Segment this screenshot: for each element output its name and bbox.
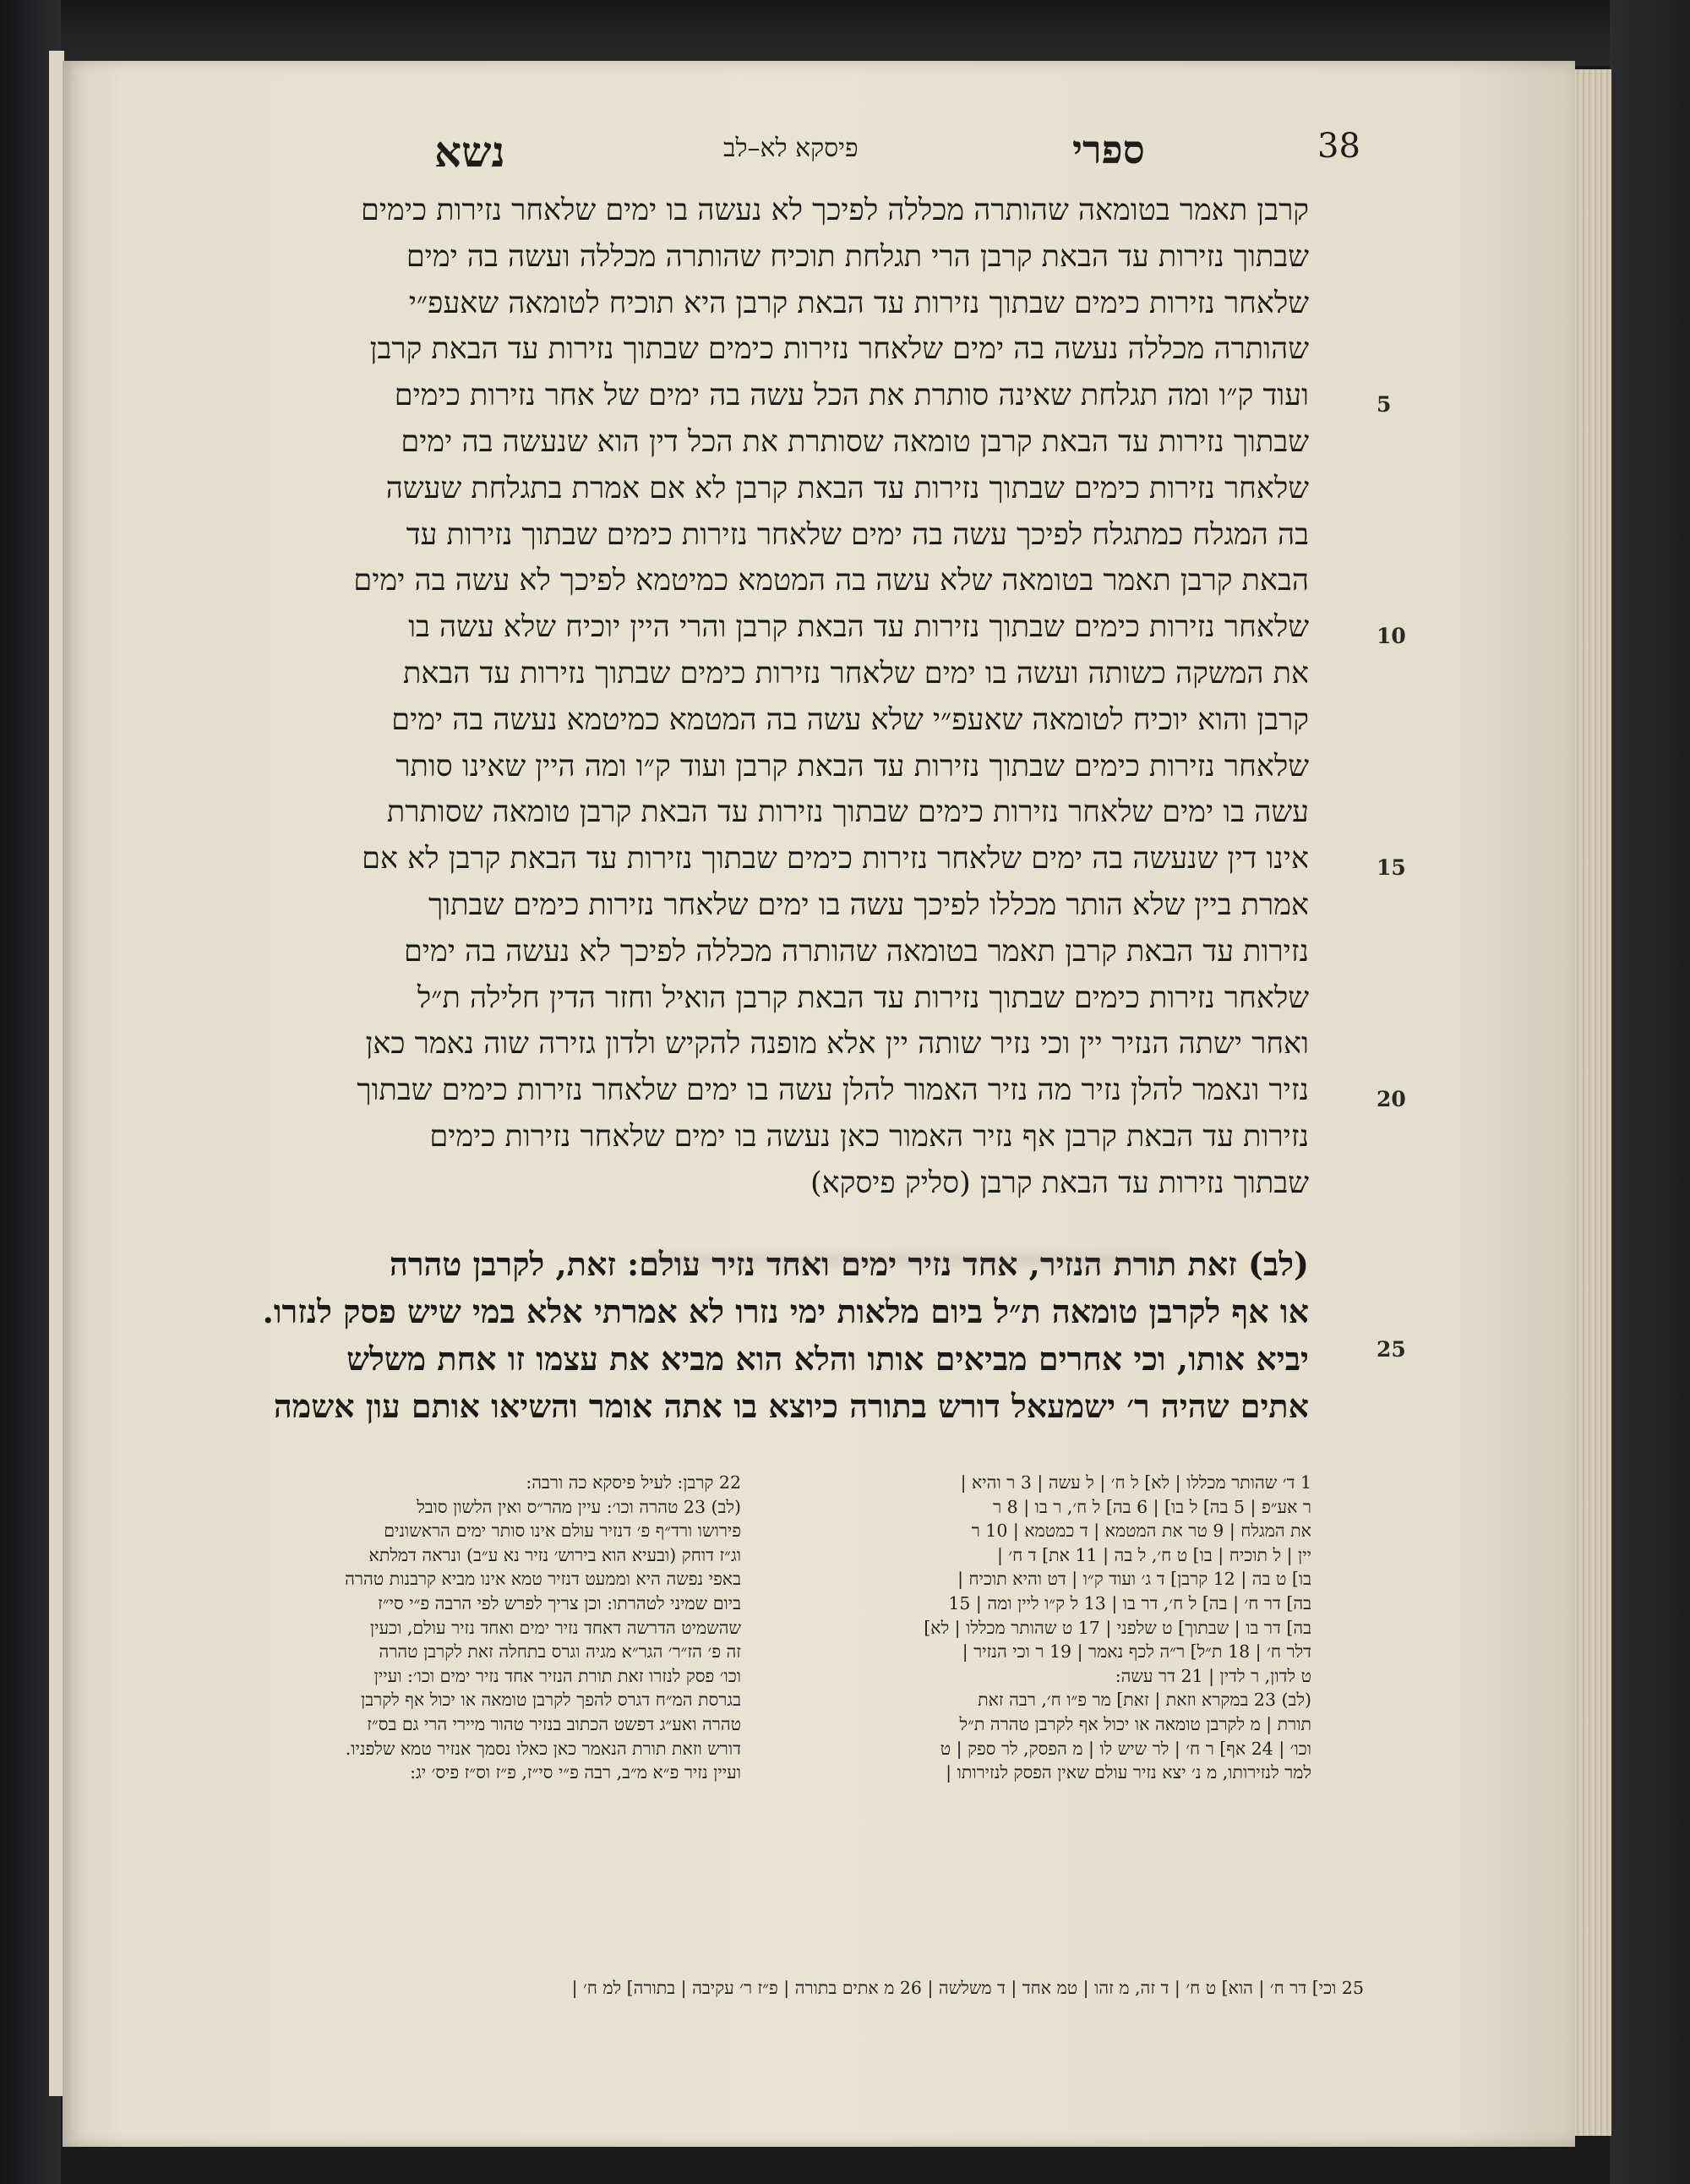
text-line: אינו דין שנעשה בה ימים שלאחר נזירות כימים שבתוך נזירות עד הבאת קרבן לא אם [362,842,1309,876]
note-line: ועיין נזיר פ״א מ״ב, רבה פ״י סי״ז, פ״ז וס״ז פיס׳ יג: [410,1762,741,1783]
text-line: שבתוך נזירות עד הבאת קרבן (סליק פיסקא) [810,1166,1309,1200]
book-title: ספרי [1072,127,1145,172]
apparatus-final-line: 25 וכי] דר ח׳ | הוא] ט ח׳ | ד זה, מ זהו | טמ אחד | ד משלשה | 26 מ אתים בתורה | פ״ז ר׳ עקיבה | בתורה] למ ח׳ | [571,1978,1364,1998]
note-line: 1 ד׳ שהותר מכללו | לא] ל ח׳ | ל עשה | 3 ר והיא | [960,1472,1311,1493]
text-line: (לב) זאת תורת הנזיר, אחד נזיר ימים ואחד נזיר עולם: זאת, לקרבן טהרה [389,1244,1309,1283]
text-line: או אף לקרבן טומאה ת״ל ביום מלאות ימי נזרו לא אמרתי אלא במי שיש פסק לנזרו. [262,1291,1309,1330]
line-number: 10 [1377,624,1406,648]
note-line: בה] דר ח׳ | בה] ל ח׳, דר בו | 13 ל ק״ו ליין ומה | 15 [948,1592,1311,1613]
note-line: שהשמיט הדרשה דאחד נזיר ימים ואחד נזיר עולם, וכעין [369,1617,741,1638]
note-line: בו] ט בה | 12 קרבן] ד ג׳ ועוד ק״ו | דט והיא תוכיח | [957,1569,1311,1590]
text-line: עשה בו ימים שלאחר נזירות כימים שבתוך נזירות עד הבאת קרבן טומאה שסותרת [386,795,1309,830]
note-line: בגרסת המ״ח דגרס להפך לקרבן טומאה או יכול אף לקרבן [361,1690,741,1711]
note-line: למר לנזירותו, מ נ׳ יצא נזיר עולם שאין הפסק לנזירותו | [946,1762,1311,1783]
text-line: שבתוך נזירות עד הבאת קרבן טומאה שסותרת את הכל דין הוא שנעשה בה ימים [401,424,1309,459]
note-line: וכו׳ פסק לנזרו זאת תורת הנזיר אחד נזיר ימים וכו׳: ועיין [373,1665,741,1686]
text-line: את המשקה כשותה ועשה בו ימים שלאחר נזירות כימים שבתוך נזירות עד הבאת [403,656,1309,691]
text-line: נזיר ונאמר להלן נזיר מה נזיר האמור להלן עשה בו ימים שלאחר נזירות כימים שבתוך [357,1073,1309,1108]
text-line: שלאחר נזירות כימים שבתוך נזירות עד הבאת קרבן היא תוכיח לטומאה שאעפ״י [408,286,1309,320]
running-header [63,61,1575,179]
text-line: שלאחר נזירות כימים שבתוך נזירות עד הבאת קרבן הואיל וחזר הדין חלילה ת״ל [417,980,1309,1015]
text-line: קרבן תאמר בטומאה שהותרה מכללה לפיכך לא נעשה בו ימים שלאחר נזירות כימים [361,194,1309,227]
note-line: דלר ח׳ | 18 ת״ל] ר״ה לכף נאמר | 19 ר וכי הנזיר | [962,1641,1311,1663]
section-label: פיסקא לא–לב [723,134,859,163]
text-line: שלאחר נזירות כימים שבתוך נזירות עד הבאת קרבן ועוד ק״ו ומה היין שאינו סותר [395,749,1309,784]
note-line: ביום שמיני לטהרתו: וכן צריך לפרש לפי הרבה פ״י סי״ז [378,1592,741,1613]
text-line: נזירות עד הבאת קרבן אף נזיר האמור כאן נעשה בו ימים שלאחר נזירות כימים [429,1119,1309,1154]
note-line: וג״ז דוחק (ובעיא הוא בירוש׳ נזיר נא ע״ב) ונראה דמלתא [368,1544,741,1565]
commentary-notes [255,1471,741,1785]
note-line: (לב) 23 במקרא וזאת | זאת] מר פ״ו ח׳, רבה זאת [978,1690,1311,1711]
note-line: ט לדון, ר לדין | 21 דר עשה: [1115,1665,1311,1686]
text-line: שלאחר נזירות כימים שבתוך נזירות עד הבאת קרבן והרי היין יוכיח שלא עשה בו [408,610,1309,645]
book-page [63,61,1575,2147]
note-line: את המגלח | 9 טר את המטמא | ד כמטמא | 10 ר [971,1521,1311,1542]
portion-title: נשא [434,127,505,177]
text-line: הבאת קרבן תאמר בטומאה שלא עשה בה המטמא כמיטמא לפיכך לא עשה בה ימים [353,564,1309,598]
note-line: תורת | מ לקרבן טומאה או יכול אף לקרבן טהרה ת״ל [959,1713,1311,1734]
note-line: 22 קרבן: לעיל פיסקא כה ורבה: [526,1472,741,1493]
main-text [257,188,1309,1430]
variant-readings-apparatus [872,1471,1311,1785]
line-number: 5 [1377,392,1392,417]
text-line: אתים שהיה ר׳ ישמעאל דורש בתורה כיוצא בו אתה אומר והשיאו אותם עון אשמה [273,1386,1309,1425]
note-line: באפי נפשה היא וממעט דנזיר טמא אינו מביא קרבנות טהרה [345,1569,741,1590]
text-line: קרבן והוא יוכיח לטומאה שאעפ״י שלא עשה בה המטמא כמיטמא נעשה בה ימים [391,702,1309,737]
bleed-through-shadow [646,1253,1169,1266]
note-line: וכו׳ | 24 אף] ר ח׳ | לר שיש לו | מ הפסק, לר ספק | ט [940,1738,1311,1759]
text-line: שבתוך נזירות עד הבאת קרבן הרי תגלחת תוכיח שהותרה מכללה ועשה בה ימים [406,239,1309,274]
text-line: יביא אותו, וכי אחרים מביאים אותו והלא הוא מביא את עצמו זו אחת משלש [346,1339,1309,1378]
text-line: בה המגלח כמתגלח לפיכך עשה בה ימים שלאחר נזירות כימים שבתוך נזירות עד [406,517,1309,552]
note-line: פירושו ורד״ף פ׳ דנזיר עולם אינו סותר ימים הראשונים [384,1521,741,1542]
line-number: 25 [1377,1337,1406,1362]
line-number: 15 [1377,855,1406,880]
note-line: יין | ל תוכיח | בו] ט ח׳, ל בה | 11 את] ד ח׳ | [997,1544,1311,1565]
text-line: נזירות עד הבאת קרבן תאמר בטומאה שהותרה מכללה לפיכך לא נעשה בה ימים [403,934,1309,969]
text-line: שלאחר נזירות כימים שבתוך נזירות עד הבאת קרבן לא אם אמרת בתגלחת שעשה [385,471,1309,505]
book-cover-right [1610,0,1690,2184]
text-line: אמרת ביין שלא הותר מכללו לפיכך עשה בו ימים שלאחר נזירות כימים שבתוך [428,887,1309,922]
text-line: שהותרה מכללה נעשה בה ימים שלאחר נזירות כימים שבתוך נזירות עד הבאת קרבן [369,332,1309,367]
line-number: 20 [1377,1087,1406,1111]
text-line: ועוד ק״ו ומה תגלחת שאינה סותרת את הכל עשה בה ימים של אחר נזירות כימים [394,379,1309,413]
note-line: זה פ׳ הז״ר׳ הגר״א מגיה וגרס בתחלה זאת לקרבן טהרה [379,1641,741,1663]
note-line: ר אע״פ | 5 בה] ל בו] | 6 בה] ל ח׳, ר בו | 8 ר [993,1496,1311,1517]
note-line: טהרה ואע״ג דפשט הכתוב בנזיר טהור מיירי הרי גם בס״ז [367,1713,741,1734]
note-line: בה] דר בו | שבתוך] ט שלפני | 17 ט שהותר מכללו | לא] [924,1617,1311,1638]
note-line: (לב) 23 טהרה וכו׳: עיין מהר״ס ואין הלשון סובל [417,1496,741,1517]
note-line: דורש וזאת תורת הנאמר כאן כאלו נסמך אנזיר טמא שלפניו. [345,1738,741,1759]
book-cover-top [0,0,1690,66]
page-number: 38 [1317,127,1360,166]
text-line: ואחר ישתה הנזיר יין וכי נזיר שותה יין אלא מופנה להקיש ולדון גזירה שוה נאמר כאן [365,1027,1309,1062]
